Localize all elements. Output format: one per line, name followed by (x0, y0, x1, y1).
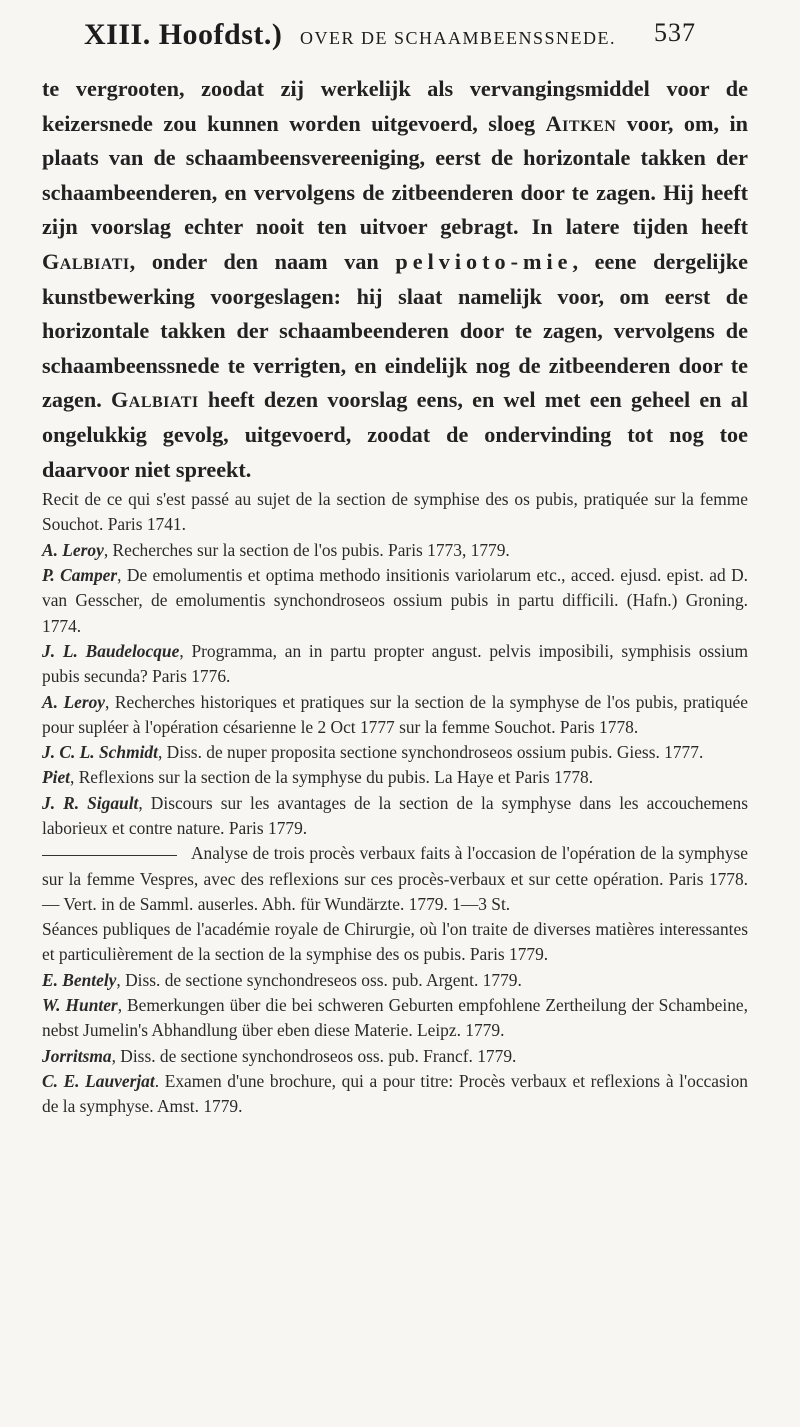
running-title: OVER DE SCHAAMBEENSSNEDE. (300, 28, 617, 48)
reference-text: , Recherches sur la section de l'os pubis. Paris 1773, 1779. (103, 539, 510, 560)
body-text-5: heeft dezen voorslag eens, en wel met een geheel en al ongelukkig gevolg, uitgevoerd, zoodat de ondervinding tot nog toe daarvoor niet spreekt. (42, 387, 748, 482)
author-galbiati-2: Galbiati (111, 387, 199, 413)
reference-text: , Recherches historiques et pratiques sur la section de la symphyse de l'os pubis, pratiquée pour supléer à l'opération césarienne le 2 Oct 1777 sur la femme Souchot. Paris 1778. (42, 691, 748, 737)
author-aitken: Aitken (545, 110, 617, 136)
reference-author: A. Leroy (42, 539, 104, 560)
reference-entry (42, 765, 748, 790)
reference-author: Piet (42, 767, 71, 788)
reference-entry (42, 690, 748, 741)
body-text-3: , onder den naam van (129, 248, 396, 274)
reference-entry (42, 917, 748, 968)
body-paragraph (42, 72, 748, 487)
reference-entry (42, 487, 748, 538)
body-text-2: voor, om, in plaats van de schaambeensvereeniging, eerst de horizontale takken der schaambeenderen, en vervolgens de zitbeenderen door te zagen. Hij heeft zijn voorslag echter nooit ten uitvoer gebragt. In latere tijden heeft (42, 110, 749, 240)
reference-entry (42, 993, 748, 1044)
reference-text: , Diss. de sectione synchondreseos oss. pub. Argent. 1779. (116, 969, 522, 990)
reference-author: J. C. L. Schmidt (42, 742, 158, 763)
reference-author: P. Camper (42, 565, 118, 586)
reference-entry (42, 968, 748, 993)
reference-author: J. R. Sigault (42, 792, 139, 813)
reference-text: , De emolumentis et optima methodo insitionis variolarum etc., acced. ejusd. epist. ad D. van Gesscher, de emolumentis synchondroseos ossium pubis in partu difficili. (Hafn.) Groning. 1774. (42, 565, 748, 636)
reference-entry (42, 740, 748, 765)
reference-text: Analyse de trois procès verbaux faits à l'occasion de l'opération de la symphyse sur la femme Vespres, avec des reflexions sur ces procès-verbaux et sur cette opération. Paris 1778. — Vert. in de Samml. auserles. Abh. für Wundärzte. 1779. 1—3 St. (42, 843, 748, 914)
reference-author: E. Bentely (42, 969, 117, 990)
reference-entry (42, 1069, 748, 1120)
reference-entry (42, 841, 748, 917)
reference-text: Séances publiques de l'académie royale de Chirurgie, où l'on traite de diverses matières interessantes et particulièrement de la section de la symphise des os pubis. Paris 1779. (42, 919, 748, 965)
page-number: 537 (654, 18, 696, 47)
author-galbiati: Galbiati (42, 248, 130, 274)
body-text-1: te vergrooten, zoodat zij werkelijk als vervangingsmiddel voor de keizersnede zou kunnen worden uitgevoerd, sloeg (42, 76, 748, 136)
reference-list (42, 487, 748, 1119)
body-text-4: , eene dergelijke kunstbewerking voorgeslagen: hij slaat namelijk voor, om eerst de horizontale takken der schaambeenderen door te zagen, vervolgens de schaambeenssnede te verrigten, en eindelijk nog de zitbeenderen door te zagen. (42, 248, 748, 413)
reference-text: , Discours sur les avantages de la section de la symphyse dans les accouchemens laborieux et contre nature. Paris 1779. (42, 792, 748, 838)
reference-text: . Examen d'une brochure, qui a pour titre: Procès verbaux et reflexions à l'occasion de la symphyse. Amst. 1779. (42, 1070, 748, 1117)
reference-text: , Bemerkungen über die bei schweren Geburten empfohlene Zertheilung der Schambeine, nebst Jumelin's Abhandlung über eben diese Materie. Leipz. 1779. (42, 995, 748, 1041)
reference-author: W. Hunter (42, 995, 118, 1016)
reference-entry (42, 1044, 748, 1069)
running-header (42, 0, 748, 72)
reference-entry (42, 639, 748, 690)
chapter-label: XIII. Hoofdst.) (84, 18, 283, 51)
ditto-dash (42, 855, 177, 856)
reference-text: , Programma, an in partu propter angust. pelvis imposibili, symphisis ossium pubis secunda? Paris 1776. (42, 640, 748, 687)
term-pelviotomie: pelvioto-mie (395, 248, 573, 274)
reference-author: J. L. Baudelocque (42, 640, 180, 661)
reference-text: , Diss. de nuper proposita sectione synchondroseos ossium pubis. Giess. 1777. (157, 742, 704, 763)
reference-text: , Diss. de sectione synchondroseos oss. pub. Francf. 1779. (111, 1045, 517, 1066)
reference-author: Jorritsma (42, 1045, 112, 1066)
reference-entry (42, 563, 748, 639)
reference-entry (42, 791, 748, 842)
reference-author: C. E. Lauverjat (42, 1070, 155, 1091)
reference-author: A. Leroy (42, 691, 106, 712)
reference-text: , Reflexions sur la section de la symphyse du pubis. La Haye et Paris 1778. (70, 767, 594, 788)
reference-entry (42, 538, 748, 563)
reference-text: Recit de ce qui s'est passé au sujet de la section de symphise des os pubis, pratiquée sur la femme Souchot. Paris 1741. (42, 489, 748, 535)
